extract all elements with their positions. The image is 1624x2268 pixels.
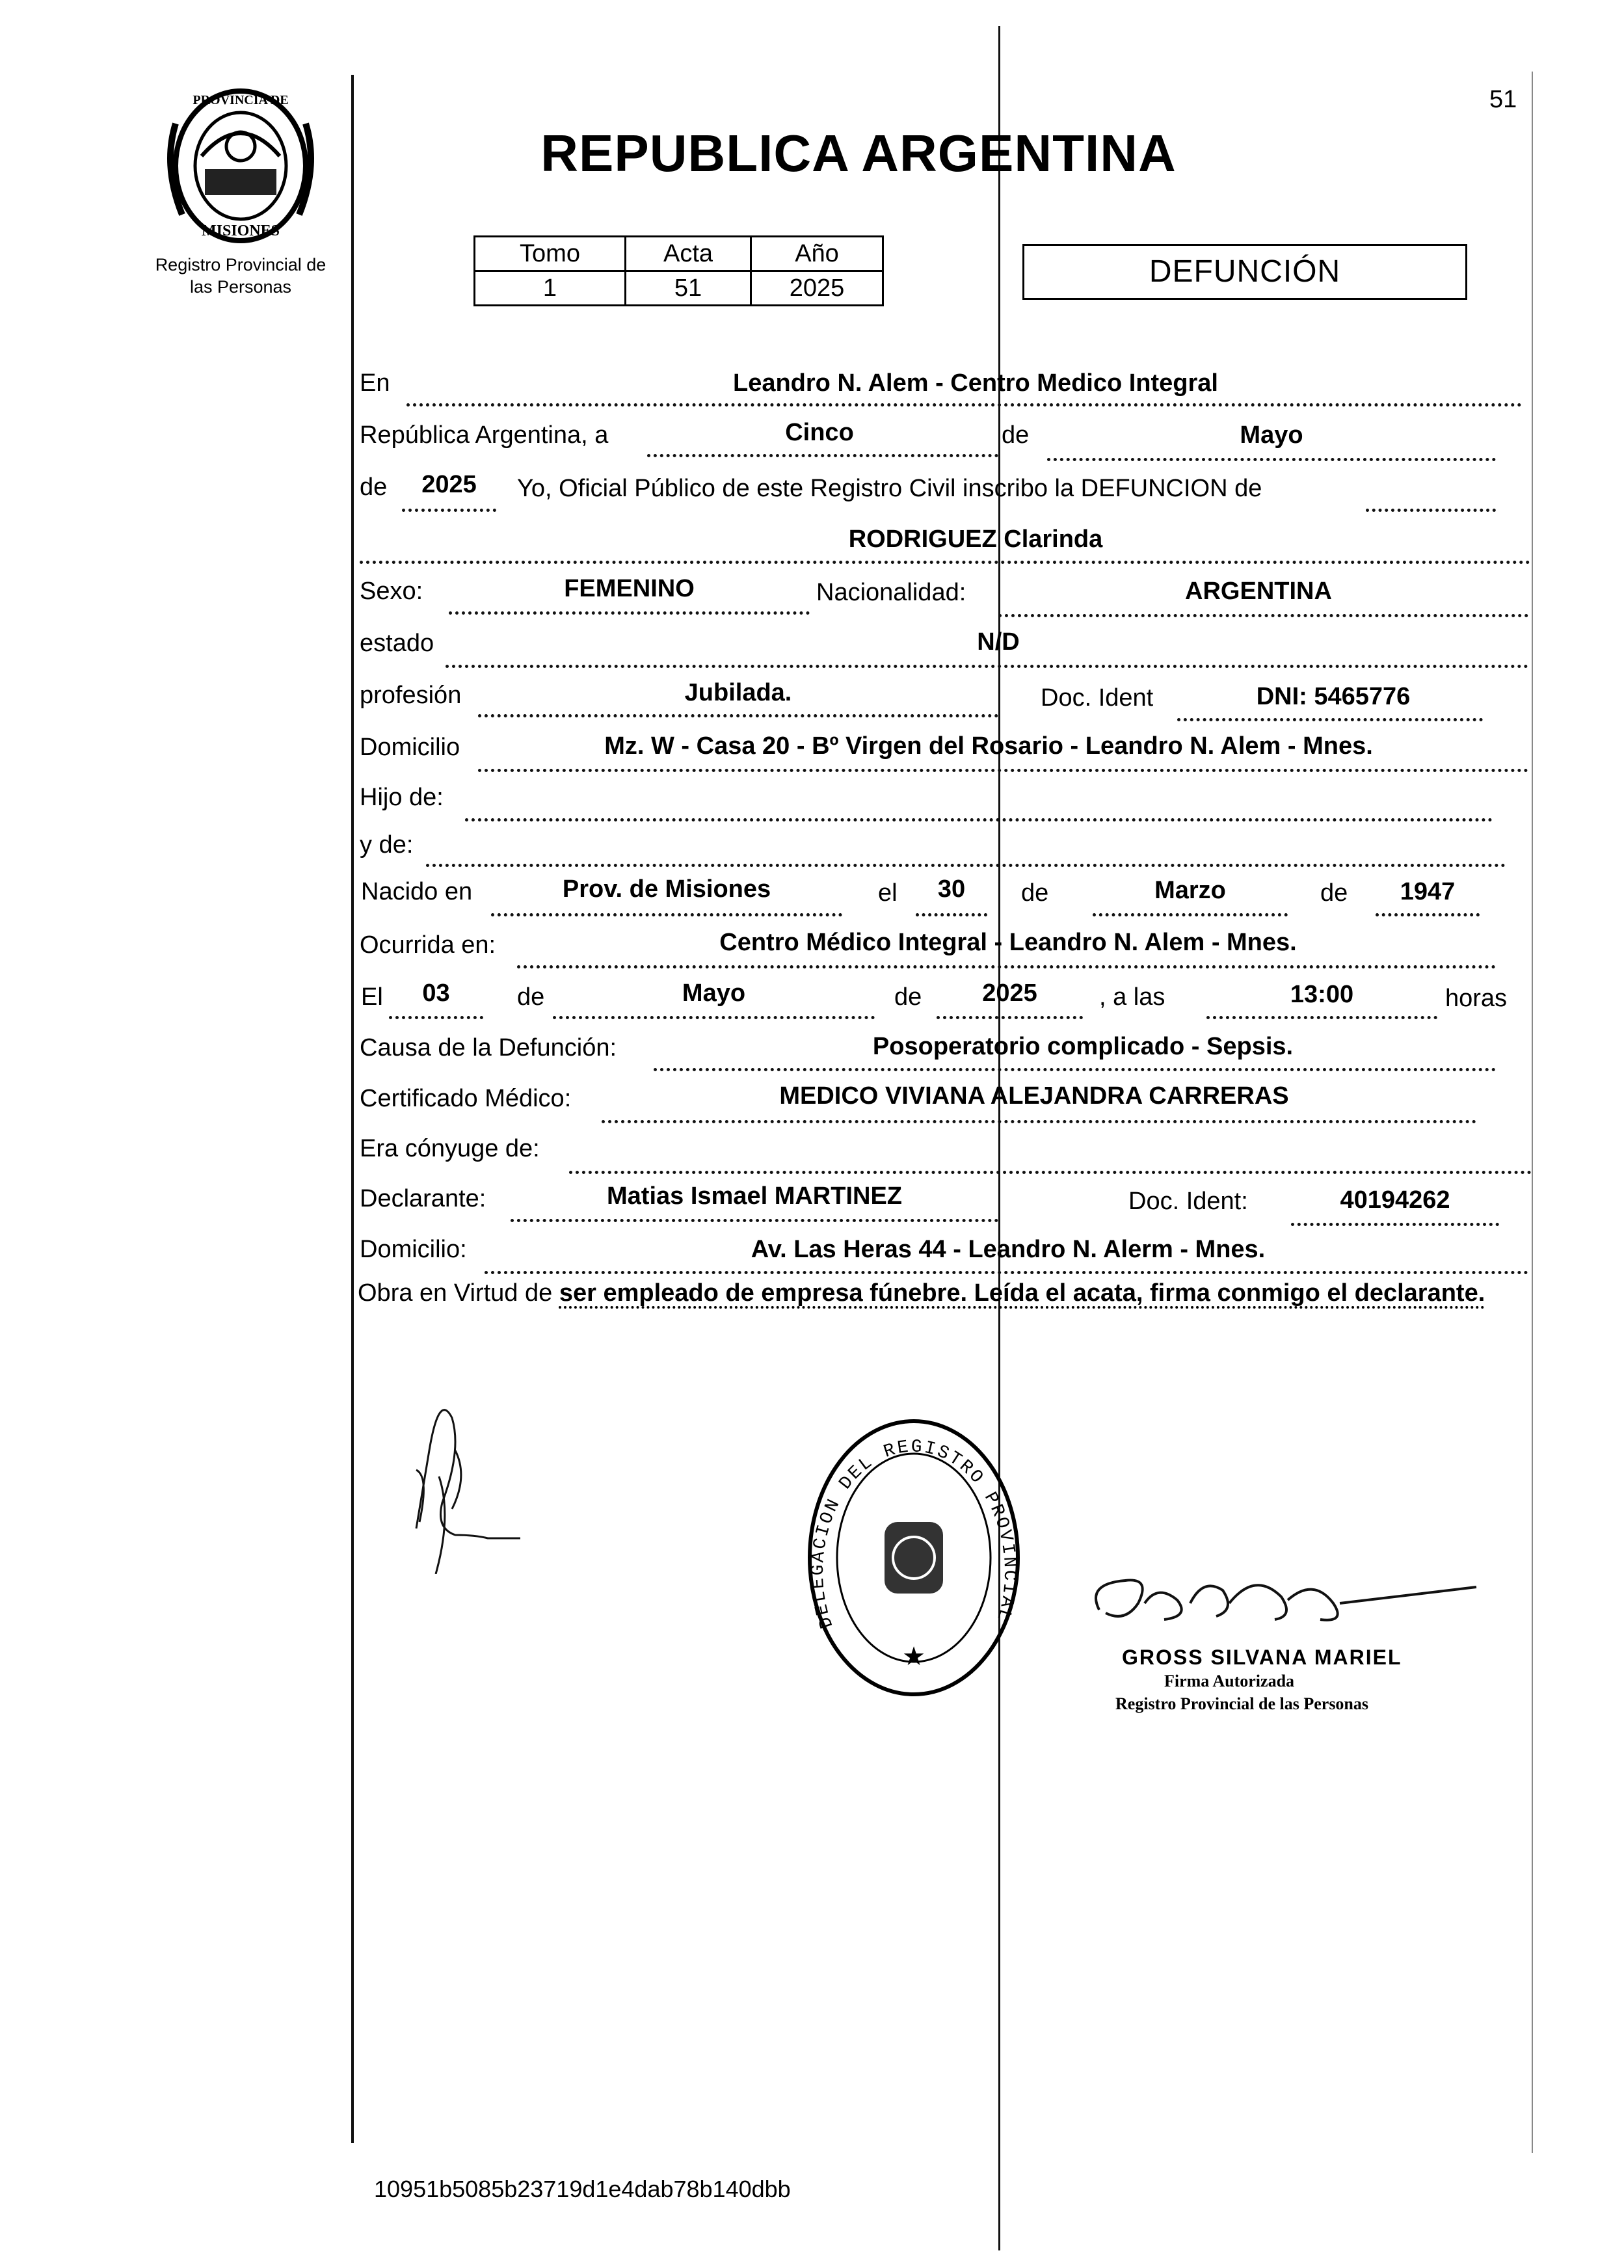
dotline-causa	[654, 1068, 1496, 1071]
record-table-header-row	[475, 237, 883, 271]
label-conyuge: Era cónyuge de:	[360, 1135, 540, 1162]
dotline-fal-mes	[553, 1016, 875, 1019]
record-header-acta: Acta	[626, 237, 751, 271]
value-obra-en-virtud: ser empleado de empresa fúnebre. Leída el acata, firma conmigo el declarante.	[559, 1279, 1485, 1307]
label-profesion: profesión	[360, 682, 462, 709]
value-mes: Mayo	[1240, 421, 1303, 449]
label-ocurrida-en: Ocurrida en:	[360, 931, 496, 959]
document-hash: 10951b5085b23719d1e4dab78b140dbb	[374, 2176, 791, 2202]
page-number: 51	[1489, 86, 1517, 113]
label-sexo: Sexo:	[360, 578, 423, 605]
document-type-box: DEFUNCIÓN	[1022, 244, 1467, 300]
province-crest-logo	[156, 85, 325, 247]
record-value-tomo: 1	[475, 271, 626, 306]
record-table	[473, 235, 884, 306]
label-de: de	[1002, 421, 1030, 449]
dotline-y-de	[426, 864, 1506, 867]
label-doc-ident-declarante: Doc. Ident:	[1128, 1188, 1248, 1215]
label-domicilio-declarante: Domicilio:	[360, 1236, 467, 1263]
dotline-lugar	[406, 403, 1522, 407]
crest-text-bottom: MISIONES	[201, 222, 280, 239]
label-el: el	[878, 879, 898, 907]
value-anio: 2025	[421, 471, 477, 498]
value-fal-hora: 13:00	[1290, 981, 1354, 1008]
record-header-tomo: Tomo	[475, 237, 626, 271]
label-doc-ident: Doc. Ident	[1041, 684, 1154, 712]
obra-en-virtud-paragraph	[358, 1276, 1522, 1310]
value-nac-mes: Marzo	[1154, 877, 1226, 904]
official-signature-role: Firma Autorizada	[1164, 1672, 1295, 1690]
dotline-fal-dia	[389, 1016, 483, 1019]
record-header-anio: Año	[751, 237, 883, 271]
record-value-anio: 2025	[751, 271, 883, 306]
dotline-certificado	[602, 1120, 1476, 1123]
label-nac-de1: de	[1021, 879, 1049, 907]
declarant-signature	[390, 1379, 559, 1574]
dotline-nombre	[360, 561, 1530, 564]
value-nacido-en: Prov. de Misiones	[562, 875, 771, 903]
dotline-nacionalidad	[998, 614, 1528, 617]
dotline-conyuge	[569, 1171, 1532, 1174]
right-margin-line	[1532, 72, 1533, 2153]
label-de-anio: de	[360, 474, 388, 501]
value-sexo: FEMENINO	[564, 575, 695, 602]
dotline-nac-mes	[1093, 913, 1288, 916]
dotline-declarante-domicilio	[485, 1271, 1528, 1274]
dotline-sexo	[449, 611, 810, 615]
value-declarante-domicilio: Av. Las Heras 44 - Leandro N. Alerm - Mnes.	[751, 1236, 1266, 1263]
dotline-fal-anio	[937, 1016, 1083, 1019]
dotline-nacido-en	[491, 913, 842, 916]
left-margin-line	[351, 75, 354, 2143]
label-el-fallecimiento: El	[361, 983, 383, 1011]
dotline-ocurrida-en	[517, 965, 1496, 968]
value-nombre: RODRIGUEZ Clarinda	[848, 526, 1103, 553]
center-fold-line	[998, 26, 1000, 2250]
label-fal-de2: de	[894, 983, 922, 1011]
label-y-de: y de:	[360, 831, 414, 859]
value-fal-mes: Mayo	[682, 980, 746, 1007]
label-en: En	[360, 369, 390, 397]
value-nacionalidad: ARGENTINA	[1185, 578, 1332, 605]
dotline-nac-dia	[916, 913, 987, 916]
value-nac-dia: 30	[937, 875, 966, 903]
dotline-domicilio	[478, 769, 1528, 772]
dotline-mes	[1047, 458, 1496, 461]
registry-name-line2: las Personas	[189, 277, 292, 297]
value-ocurrida-en: Centro Médico Integral - Leandro N. Alem - Mnes.	[719, 929, 1297, 956]
dotline-fal-hora	[1206, 1016, 1437, 1019]
crest-text-top: PROVINCIA DE	[193, 93, 289, 107]
record-table-value-row	[475, 271, 883, 306]
label-fal-de1: de	[517, 983, 545, 1011]
official-signature-registry: Registro Provincial de las Personas	[1115, 1694, 1369, 1713]
page-title: REPUBLICA ARGENTINA	[540, 124, 1177, 182]
registry-name-line1: Registro Provincial de	[155, 255, 326, 274]
label-a-las: , a las	[1099, 983, 1165, 1011]
dotline-dia	[647, 454, 998, 457]
value-causa: Posoperatorio complicado - Sepsis.	[872, 1033, 1294, 1060]
label-nac-de2: de	[1320, 879, 1348, 907]
svg-text:★: ★	[902, 1642, 925, 1671]
label-declarante: Declarante:	[360, 1185, 486, 1212]
value-doc-ident: DNI: 5465776	[1256, 683, 1411, 710]
value-fal-dia: 03	[422, 980, 450, 1007]
dotline-de-tail	[1366, 509, 1496, 512]
value-domicilio: Mz. W - Casa 20 - Bº Virgen del Rosario - Leandro N. Alem - Mnes.	[604, 732, 1373, 760]
label-republica-a: República Argentina, a	[360, 421, 609, 449]
dotline-declarante-doc	[1291, 1223, 1499, 1226]
label-nacido-en: Nacido en	[361, 878, 473, 905]
official-stamp	[800, 1411, 1028, 1704]
official-signature-name: GROSS SILVANA MARIEL	[1122, 1646, 1402, 1669]
record-value-acta: 51	[626, 271, 751, 306]
official-signature-mark	[1086, 1564, 1483, 1642]
value-dia-letras: Cinco	[785, 419, 854, 446]
label-obra-en-virtud: Obra en Virtud de	[358, 1279, 553, 1307]
value-fal-anio: 2025	[982, 980, 1037, 1007]
value-profesion: Jubilada.	[684, 679, 792, 706]
label-domicilio: Domicilio	[360, 734, 460, 761]
value-lugar: Leandro N. Alem - Centro Medico Integral	[732, 369, 1218, 397]
stamp-text: DELEGACION DEL REGISTRO PROVINCIAL	[808, 1437, 1020, 1631]
value-declarante-doc: 40194262	[1340, 1186, 1450, 1214]
dotline-profesion	[478, 714, 998, 717]
dotline-estado	[446, 665, 1528, 668]
dotline-hijo-de	[465, 818, 1493, 821]
value-declarante: Matias Ismael MARTINEZ	[607, 1182, 902, 1210]
label-estado: estado	[360, 630, 434, 657]
label-certificado: Certificado Médico:	[360, 1085, 572, 1112]
dotline-declarante	[511, 1219, 998, 1222]
value-estado: N/D	[977, 628, 1020, 656]
value-nac-anio: 1947	[1400, 878, 1456, 905]
value-certificado: MEDICO VIVIANA ALEJANDRA CARRERAS	[779, 1082, 1289, 1110]
label-horas: horas	[1445, 985, 1508, 1012]
dotline-anio	[402, 509, 496, 512]
dotline-doc-ident	[1177, 718, 1483, 721]
dotline-nac-anio	[1376, 913, 1480, 916]
label-yo-oficial: Yo, Oficial Público de este Registro Civil inscribo la DEFUNCION de	[517, 475, 1262, 502]
registry-name	[130, 254, 351, 298]
label-hijo-de: Hijo de:	[360, 784, 444, 811]
label-causa: Causa de la Defunción:	[360, 1034, 617, 1061]
label-nacionalidad: Nacionalidad:	[816, 579, 966, 606]
